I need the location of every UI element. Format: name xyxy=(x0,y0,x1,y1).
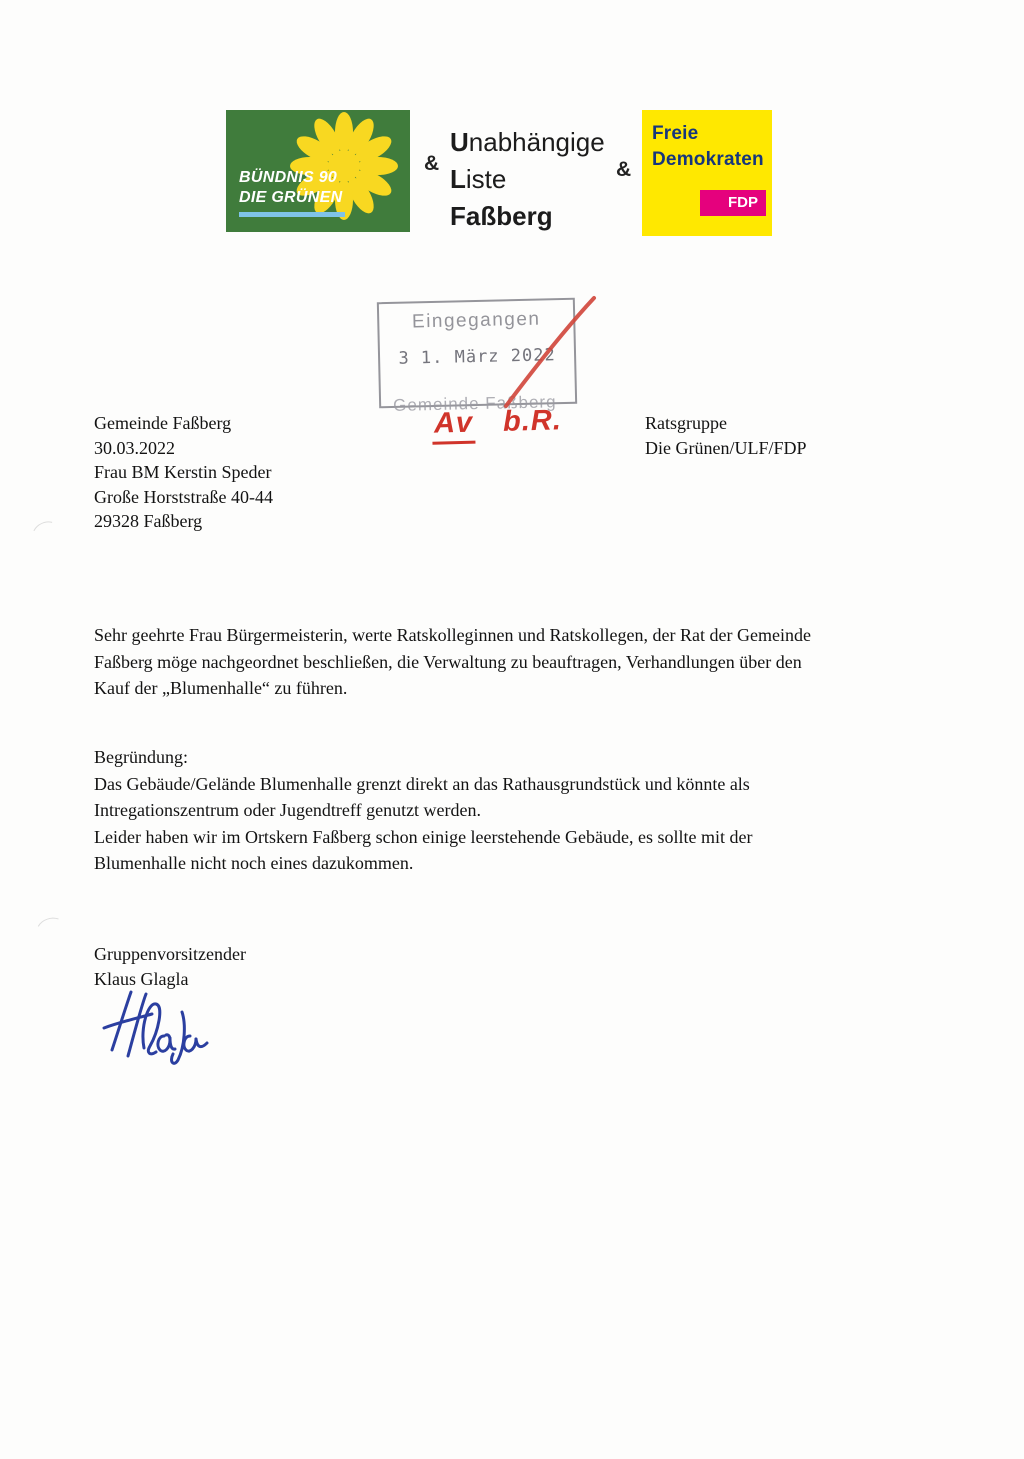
body-line: Sehr geehrte Frau Bürgermeisterin, werte Ratskolleginnen und Ratskollegen, der Rat der Gemeinde xyxy=(94,625,811,645)
sender-line2: Die Grünen/ULF/FDP xyxy=(645,437,807,458)
ampersand-2: & xyxy=(616,158,632,181)
recipient-line: 29328 Faßberg xyxy=(94,511,203,531)
letter-body-paragraph xyxy=(94,622,811,702)
closing-role: Gruppenvorsitzender xyxy=(94,944,246,964)
gruene-underline-bar xyxy=(239,212,345,217)
received-stamp xyxy=(377,298,577,415)
gruene-logo-text xyxy=(239,168,345,217)
stamp-line3: Gemeinde Faßberg xyxy=(392,392,557,415)
stamp-date: 3 1. März 2022 xyxy=(398,345,556,369)
sender-block xyxy=(645,411,807,460)
gruene-logo xyxy=(226,110,410,232)
reason-section xyxy=(94,744,752,877)
ulf-line1: Unabhängige xyxy=(450,127,605,157)
body-line: Kauf der „Blumenhalle“ zu führen. xyxy=(94,678,348,698)
ulf-wordmark xyxy=(450,124,605,235)
fdp-logo xyxy=(642,110,772,236)
recipient-line: Gemeinde Faßberg xyxy=(94,413,232,433)
stamp-line1: Eingegangen xyxy=(411,308,541,333)
gruene-logo-line1: BÜNDNIS 90 xyxy=(239,169,338,186)
handwritten-signature xyxy=(98,984,213,1066)
recipient-line: Frau BM Kerstin Speder xyxy=(94,462,272,482)
scan-artifact xyxy=(29,517,64,549)
red-annotation-part2: b.R. xyxy=(502,404,563,438)
ampersand-1: & xyxy=(424,152,440,175)
body-line: Intregationszentrum oder Jugendtreff genutzt werden. xyxy=(94,800,482,820)
body-line: Leider haben wir im Ortskern Faßberg schon einige leerstehende Gebäude, es sollte mit der xyxy=(94,826,753,847)
sender-line1: Ratsgruppe xyxy=(645,413,727,433)
ulf-line3: Faßberg xyxy=(450,201,553,231)
recipient-line: Große Horststraße 40-44 xyxy=(94,486,273,507)
red-pen-annotation xyxy=(432,404,563,444)
recipient-line: 30.03.2022 xyxy=(94,437,175,458)
fdp-logo-line1: Freie xyxy=(652,123,699,144)
fdp-badge: FDP xyxy=(700,190,766,216)
fdp-logo-line2: Demokraten xyxy=(652,149,764,170)
body-line: Das Gebäude/Gelände Blumenhalle grenzt direkt an das Rathausgrundstück und könnte als xyxy=(94,773,750,794)
reason-label: Begründung: xyxy=(94,747,188,767)
red-annotation-part1: Av xyxy=(432,407,476,445)
gruene-logo-line2: DIE GRÜNEN xyxy=(239,189,343,206)
closing-name: Klaus Glagla xyxy=(94,968,189,989)
scan-artifact xyxy=(33,914,69,947)
recipient-address-block xyxy=(94,411,273,534)
ulf-line2: Liste xyxy=(450,164,507,194)
body-line: Faßberg möge nachgeordnet beschließen, die Verwaltung zu beauftragen, Verhandlungen über den xyxy=(94,651,802,672)
body-line: Blumenhalle nicht noch eines dazukommen. xyxy=(94,853,414,873)
